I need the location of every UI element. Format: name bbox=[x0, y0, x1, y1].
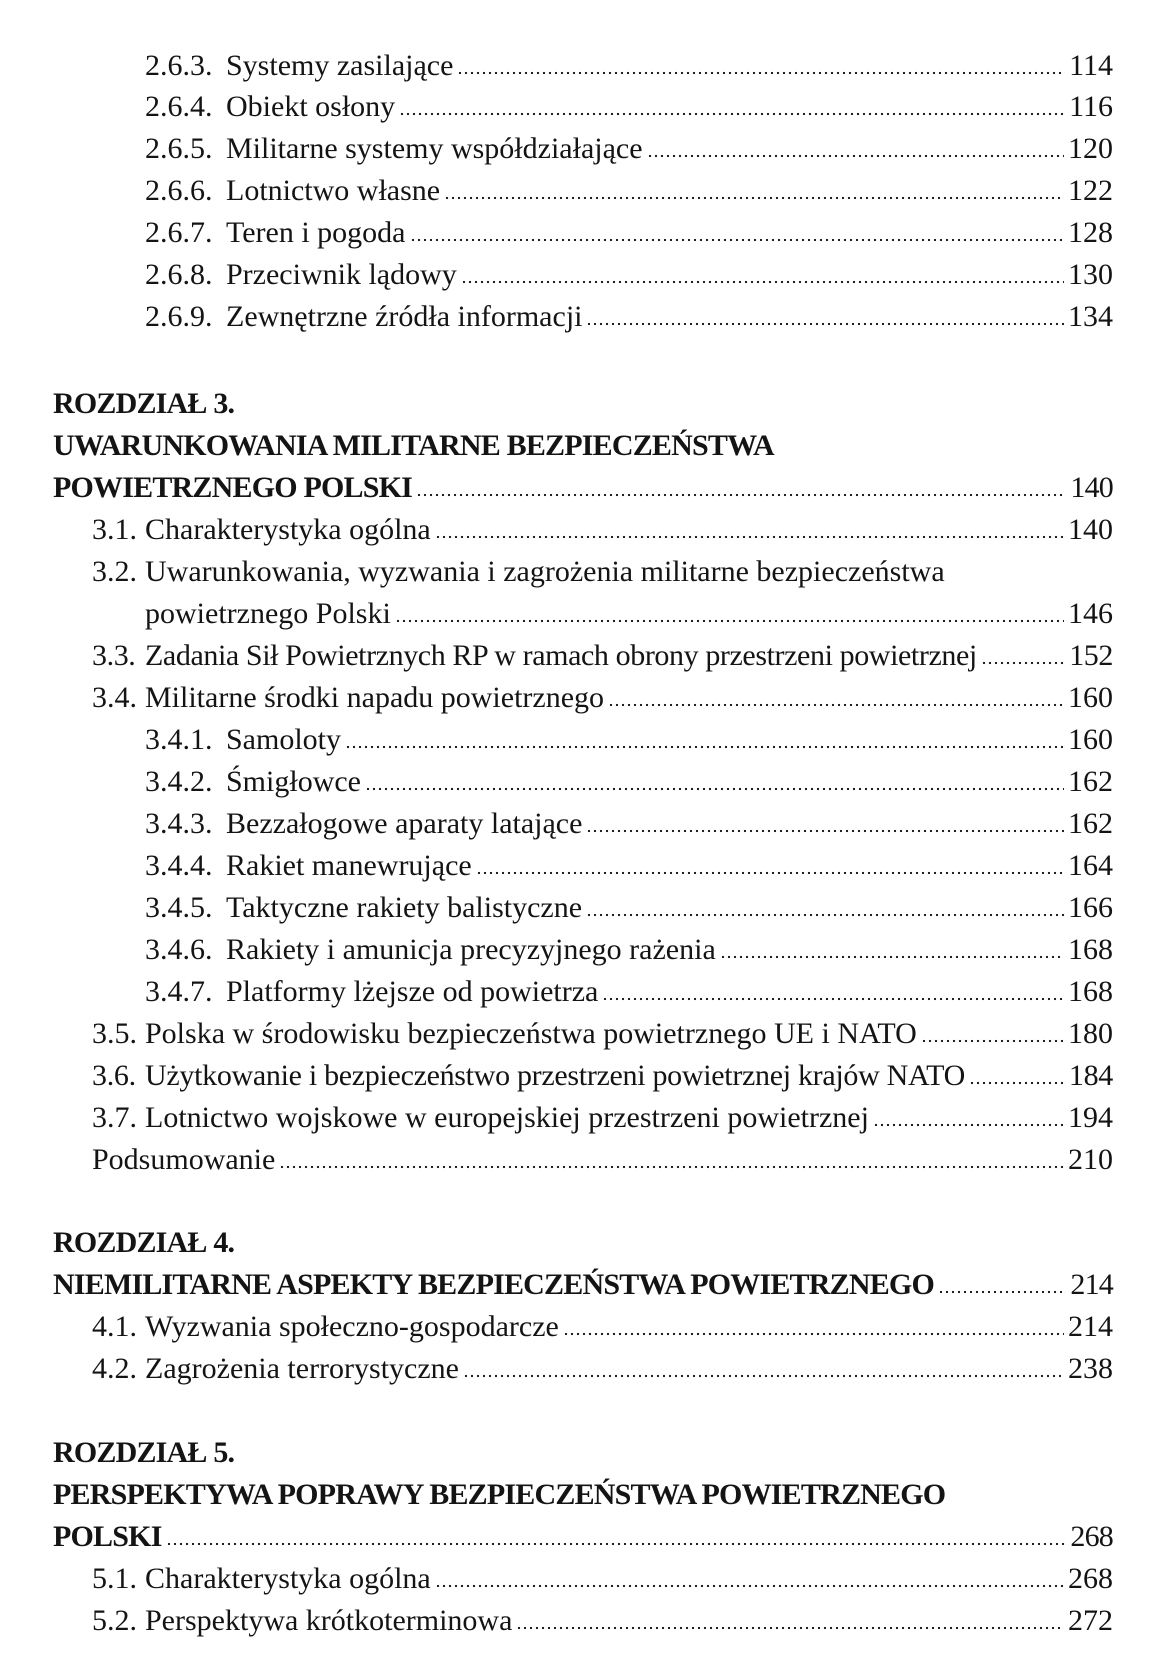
entry-page: 180 bbox=[1068, 1017, 1113, 1050]
dot-leader bbox=[873, 1123, 1064, 1127]
entry-page: 116 bbox=[1069, 90, 1113, 123]
chapter-title-entry bbox=[53, 1516, 1113, 1558]
entry-number: 2.6.4. bbox=[145, 90, 213, 123]
dot-leader bbox=[476, 871, 1064, 875]
entry-page: 128 bbox=[1068, 216, 1113, 249]
dot-leader bbox=[279, 1165, 1064, 1169]
toc-entry bbox=[145, 845, 1113, 887]
entry-title: Taktyczne rakiety balistyczne bbox=[226, 891, 583, 924]
entry-page: 272 bbox=[1068, 1604, 1113, 1637]
dot-leader bbox=[416, 493, 1066, 497]
entry-number: 2.6.7. bbox=[145, 216, 213, 249]
chapter-title: UWARUNKOWANIA MILITARNE BEZPIECZEŃSTWA bbox=[53, 429, 774, 462]
entry-number: 3.4.5. bbox=[145, 891, 213, 924]
entry-title: powietrznego Polski bbox=[145, 597, 391, 630]
entry-page: 162 bbox=[1068, 807, 1113, 840]
toc-entry-summary bbox=[92, 1139, 1113, 1181]
entry-number: 3.5. bbox=[92, 1017, 137, 1050]
toc-entry bbox=[92, 1600, 1113, 1642]
dot-leader bbox=[166, 1542, 1067, 1546]
dot-leader bbox=[365, 787, 1064, 791]
chapter-title-entry bbox=[53, 1264, 1113, 1306]
entry-title: Użytkowanie i bezpieczeństwo przestrzeni powietrznej krajów NATO bbox=[145, 1059, 965, 1092]
entry-title: Wyzwania społeczno-gospodarcze bbox=[145, 1310, 559, 1343]
toc-entry-continuation bbox=[145, 593, 1113, 635]
entry-page: 140 bbox=[1068, 513, 1113, 546]
dot-leader bbox=[463, 1374, 1064, 1378]
dot-leader bbox=[969, 1081, 1065, 1085]
entry-page: 214 bbox=[1070, 1268, 1113, 1301]
chapter-label: ROZDZIAŁ 5. bbox=[53, 1436, 235, 1469]
toc-entry bbox=[145, 887, 1113, 929]
entry-page: 160 bbox=[1068, 723, 1113, 756]
entry-page: 130 bbox=[1068, 258, 1113, 291]
entry-number: 3.4.4. bbox=[145, 849, 213, 882]
entry-title: Militarne środki napadu powietrznego bbox=[145, 681, 605, 714]
entry-title: Śmigłowce bbox=[226, 765, 361, 798]
entry-page: 210 bbox=[1068, 1143, 1113, 1176]
entry-title: Perspektywa krótkoterminowa bbox=[145, 1604, 513, 1637]
entry-page: 152 bbox=[1069, 639, 1113, 672]
chapter-label: ROZDZIAŁ 4. bbox=[53, 1226, 235, 1259]
entry-title: Lotnictwo wojskowe w europejskiej przestrzeni powietrznej bbox=[145, 1101, 869, 1134]
entry-number: 3.4.2. bbox=[145, 765, 213, 798]
toc-entry bbox=[92, 1055, 1113, 1097]
entry-page: 238 bbox=[1068, 1352, 1113, 1385]
entry-number: 3.4.3. bbox=[145, 807, 213, 840]
entry-number: 3.1. bbox=[92, 513, 137, 546]
entry-number: 4.1. bbox=[92, 1310, 137, 1343]
entry-page: 166 bbox=[1068, 891, 1113, 924]
dot-leader bbox=[921, 1039, 1064, 1043]
entry-number: 3.4.1. bbox=[145, 723, 213, 756]
entry-title: Polska w środowisku bezpieczeństwa powietrznego UE i NATO bbox=[145, 1017, 917, 1050]
entry-number: 4.2. bbox=[92, 1352, 137, 1385]
entry-number: 3.2. bbox=[92, 555, 137, 588]
toc-entry bbox=[145, 761, 1113, 803]
dot-leader bbox=[435, 535, 1064, 539]
entry-page: 114 bbox=[1069, 49, 1113, 82]
entry-title: Zewnętrzne źródła informacji bbox=[226, 300, 583, 333]
toc-entry bbox=[145, 45, 1113, 87]
dot-leader bbox=[461, 280, 1064, 284]
entry-title: Systemy zasilające bbox=[226, 49, 454, 82]
dot-leader bbox=[457, 71, 1065, 75]
entry-title: POWIETRZNEGO POLSKI bbox=[53, 471, 413, 504]
entry-number: 5.2. bbox=[92, 1604, 137, 1637]
dot-leader bbox=[586, 913, 1064, 917]
toc-entry bbox=[92, 1306, 1113, 1348]
entry-number: 3.6. bbox=[92, 1059, 136, 1092]
toc-entry bbox=[145, 86, 1113, 128]
dot-leader bbox=[563, 1332, 1064, 1336]
dot-leader bbox=[345, 745, 1064, 749]
entry-page: 146 bbox=[1068, 597, 1113, 630]
toc-entry bbox=[145, 128, 1113, 170]
entry-page: 120 bbox=[1068, 132, 1113, 165]
entry-page: 160 bbox=[1068, 681, 1113, 714]
entry-title: Teren i pogoda bbox=[226, 216, 406, 249]
toc-entry bbox=[145, 719, 1113, 761]
entry-page: 164 bbox=[1068, 849, 1113, 882]
entry-title: Zadania Sił Powietrznych RP w ramach obrony przestrzeni powietrznej bbox=[145, 639, 977, 672]
entry-number: 2.6.5. bbox=[145, 132, 213, 165]
dot-leader bbox=[399, 112, 1065, 116]
entry-number: 3.4.6. bbox=[145, 933, 213, 966]
entry-number: 3.4. bbox=[92, 681, 137, 714]
entry-title: Rakiet manewrujące bbox=[226, 849, 472, 882]
toc-entry bbox=[145, 296, 1113, 338]
toc-entry bbox=[92, 1558, 1113, 1600]
entry-page: 122 bbox=[1068, 174, 1113, 207]
entry-number: 3.4.7. bbox=[145, 975, 213, 1008]
chapter-label: ROZDZIAŁ 3. bbox=[53, 387, 235, 420]
toc-entry bbox=[145, 170, 1113, 212]
entry-title: Bezzałogowe aparaty latające bbox=[226, 807, 583, 840]
toc-entry bbox=[145, 254, 1113, 296]
entry-title: Obiekt osłony bbox=[226, 90, 396, 123]
entry-title: Charakterystyka ogólna bbox=[145, 1562, 431, 1595]
entry-title: NIEMILITARNE ASPEKTY BEZPIECZEŃSTWA POWIETRZNEGO bbox=[53, 1268, 934, 1301]
dot-leader bbox=[516, 1626, 1064, 1630]
entry-number: 2.6.6. bbox=[145, 174, 213, 207]
dot-leader bbox=[608, 703, 1064, 707]
dot-leader bbox=[981, 661, 1065, 665]
entry-title: Militarne systemy współdziałające bbox=[226, 132, 643, 165]
entry-title: Lotnictwo własne bbox=[226, 174, 441, 207]
dot-leader bbox=[602, 997, 1064, 1001]
entry-page: 268 bbox=[1070, 1520, 1113, 1553]
entry-title: Podsumowanie bbox=[92, 1143, 276, 1176]
dot-leader bbox=[938, 1290, 1066, 1294]
entry-page: 268 bbox=[1068, 1562, 1113, 1595]
chapter-title-entry bbox=[53, 467, 1113, 509]
toc-entry bbox=[92, 1348, 1113, 1390]
entry-title: Przeciwnik lądowy bbox=[226, 258, 457, 291]
dot-leader bbox=[395, 619, 1064, 623]
toc-entry bbox=[92, 677, 1113, 719]
toc-entry bbox=[92, 1097, 1113, 1139]
entry-number: 3.7. bbox=[92, 1101, 137, 1134]
entry-page: 134 bbox=[1068, 300, 1113, 333]
entry-title: Zagrożenia terrorystyczne bbox=[145, 1352, 459, 1385]
entry-page: 214 bbox=[1068, 1310, 1113, 1343]
toc-entry bbox=[145, 803, 1113, 845]
dot-leader bbox=[586, 322, 1064, 326]
toc-entry bbox=[145, 971, 1113, 1013]
dot-leader bbox=[720, 955, 1064, 959]
entry-number: 2.6.8. bbox=[145, 258, 213, 291]
entry-number: 2.6.3. bbox=[145, 49, 213, 82]
toc-entry bbox=[92, 635, 1113, 677]
entry-page: 168 bbox=[1068, 933, 1113, 966]
entry-page: 194 bbox=[1068, 1101, 1113, 1134]
toc-entry bbox=[92, 1013, 1113, 1055]
entry-page: 184 bbox=[1068, 1059, 1113, 1092]
toc-entry bbox=[92, 551, 1113, 593]
toc-entry bbox=[145, 929, 1113, 971]
entry-page: 168 bbox=[1068, 975, 1113, 1008]
entry-title: Platformy lżejsze od powietrza bbox=[226, 975, 599, 1008]
dot-leader bbox=[435, 1584, 1064, 1588]
chapter-title: PERSPEKTYWA POPRAWY BEZPIECZEŃSTWA POWIETRZNEGO bbox=[53, 1478, 946, 1511]
entry-number: 3.3. bbox=[92, 639, 136, 672]
entry-page: 140 bbox=[1070, 471, 1113, 504]
entry-title: Uwarunkowania, wyzwania i zagrożenia militarne bezpieczeństwa bbox=[145, 555, 945, 588]
toc-entry bbox=[145, 212, 1113, 254]
toc-entry bbox=[92, 509, 1113, 551]
entry-title: Charakterystyka ogólna bbox=[145, 513, 431, 546]
entry-page: 162 bbox=[1068, 765, 1113, 798]
entry-number: 2.6.9. bbox=[145, 300, 213, 333]
dot-leader bbox=[410, 238, 1064, 242]
entry-number: 5.1. bbox=[92, 1562, 137, 1595]
dot-leader bbox=[586, 829, 1064, 833]
dot-leader bbox=[444, 196, 1064, 200]
entry-title: Samoloty bbox=[226, 723, 342, 756]
entry-title: Rakiety i amunicja precyzyjnego rażenia bbox=[226, 933, 716, 966]
dot-leader bbox=[647, 154, 1064, 158]
entry-title: POLSKI bbox=[53, 1520, 162, 1553]
